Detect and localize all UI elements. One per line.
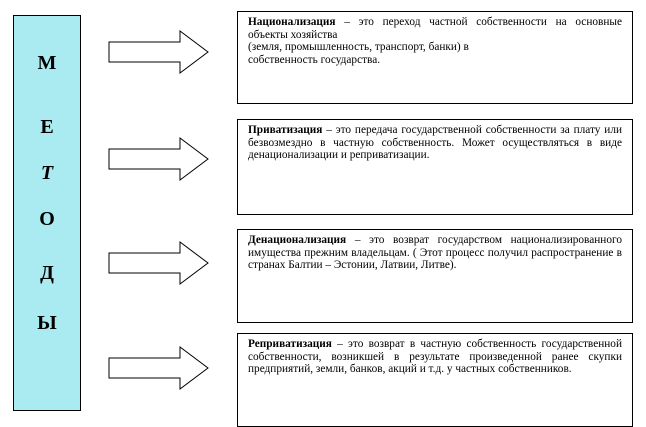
- methods-letter-m: М: [37, 52, 57, 74]
- definition-box-privatization: [237, 119, 633, 215]
- methods-letter-o: О: [39, 208, 55, 230]
- definition-text-part2: (земля, промышленность, транспорт, банки) в: [248, 41, 469, 53]
- definition-text: – это возврат государством национализированного имущества прежним владельцам. ( Этот процесс получил распространение в странах Балтии – Эстонии, Латвии, Литве).: [248, 234, 622, 271]
- definition-text-part3: собственность государства.: [248, 53, 381, 66]
- term-nationalization: Национализация: [248, 16, 336, 28]
- definition-text-part1: – это переход частной собственности на основные объекты хозяйства: [248, 16, 622, 41]
- definition-box-reprivatization: [237, 333, 633, 427]
- definition-text: – это передача государственной собственности за плату или безвозмездно в частную собственность. Может осуществляться в виде денационализации и реприватизации.: [248, 124, 622, 161]
- methods-letter-d: Д: [40, 262, 54, 284]
- term-privatization: Приватизация: [248, 124, 323, 136]
- methods-column: [13, 15, 81, 411]
- arrow-right-icon: [108, 346, 210, 390]
- definition-text: – это возврат в частную собственность государственной собственности, возникшей в результате произведенной ранее скупки предприятий, земли, банков, акций и т.д. у частных собственников.: [248, 338, 622, 375]
- methods-letter-e: Е: [40, 116, 54, 138]
- arrow-right-icon: [108, 137, 210, 181]
- methods-letter-t: Т: [40, 162, 54, 184]
- term-denationalization: Денационализация: [248, 234, 347, 246]
- methods-letter-y: Ы: [37, 312, 57, 334]
- definition-box-nationalization: [237, 11, 633, 104]
- arrow-right-icon: [108, 30, 210, 74]
- arrow-right-icon: [108, 241, 210, 285]
- definition-box-denationalization: [237, 229, 633, 323]
- term-reprivatization: Реприватизация: [248, 338, 332, 350]
